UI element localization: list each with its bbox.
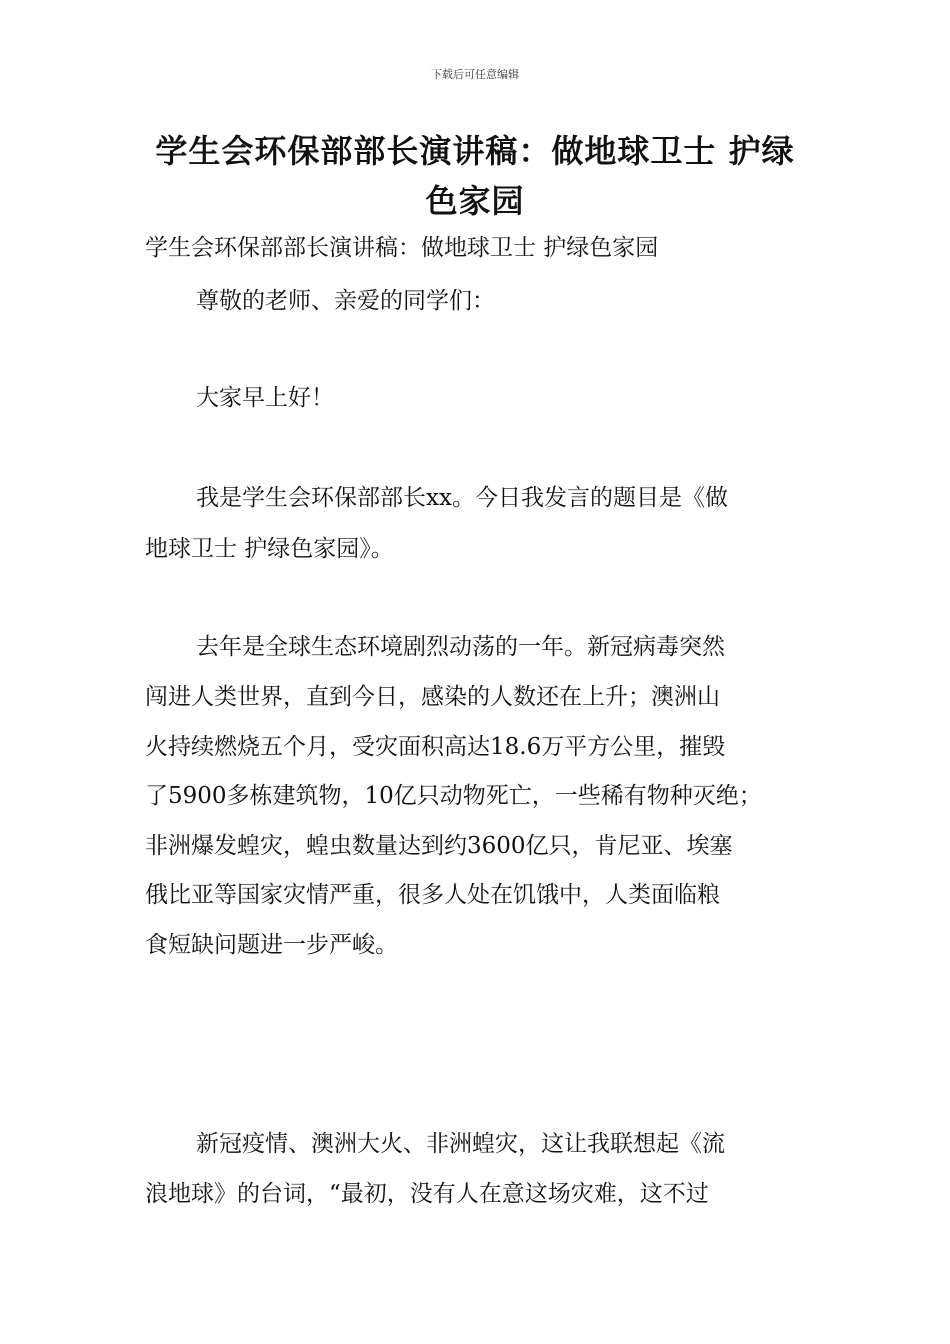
paragraph-2-line: 火持续燃烧五个月，受灾面积高达18.6万平方公里，摧毁 xyxy=(145,734,726,760)
paragraph-2-line: 去年是全球生态环境剧烈动荡的一年。新冠病毒突然 xyxy=(196,634,725,660)
subtitle: 学生会环保部部长演讲稿：做地球卫士 护绿色家园 xyxy=(145,235,659,261)
paragraph-3-line: 新冠疫情、澳洲大火、非洲蝗灾，这让我联想起《流 xyxy=(196,1131,725,1157)
paragraph-2-line: 俄比亚等国家灾情严重，很多人处在饥饿中，人类面临粮 xyxy=(145,882,720,908)
paragraph-2-line: 食短缺问题进一步严峻。 xyxy=(145,932,398,958)
paragraph-2-line: 闯进人类世界，直到今日，感染的人数还在上升；澳洲山 xyxy=(145,684,720,710)
paragraph-1-line: 地球卫士 护绿色家园》。 xyxy=(145,536,394,562)
paragraph-2-line: 非洲爆发蝗灾，蝗虫数量达到约3600亿只，肯尼亚、埃塞 xyxy=(145,833,733,859)
page-title: 学生会环保部部长演讲稿：做地球卫士 护绿色家园 xyxy=(155,132,795,220)
salutation: 尊敬的老师、亲爱的同学们： xyxy=(196,288,495,314)
greeting: 大家早上好！ xyxy=(196,385,334,411)
paragraph-3-line: 浪地球》的台词，“最初，没有人在意这场灾难，这不过 xyxy=(145,1181,709,1207)
paragraph-2-line: 了5900多栋建筑物，10亿只动物死亡，一些稀有物种灭绝； xyxy=(145,783,762,809)
paragraph-1-line: 我是学生会环保部部长xx。今日我发言的题目是《做 xyxy=(196,485,728,511)
header-note: 下载后可任意编辑 xyxy=(431,68,519,81)
